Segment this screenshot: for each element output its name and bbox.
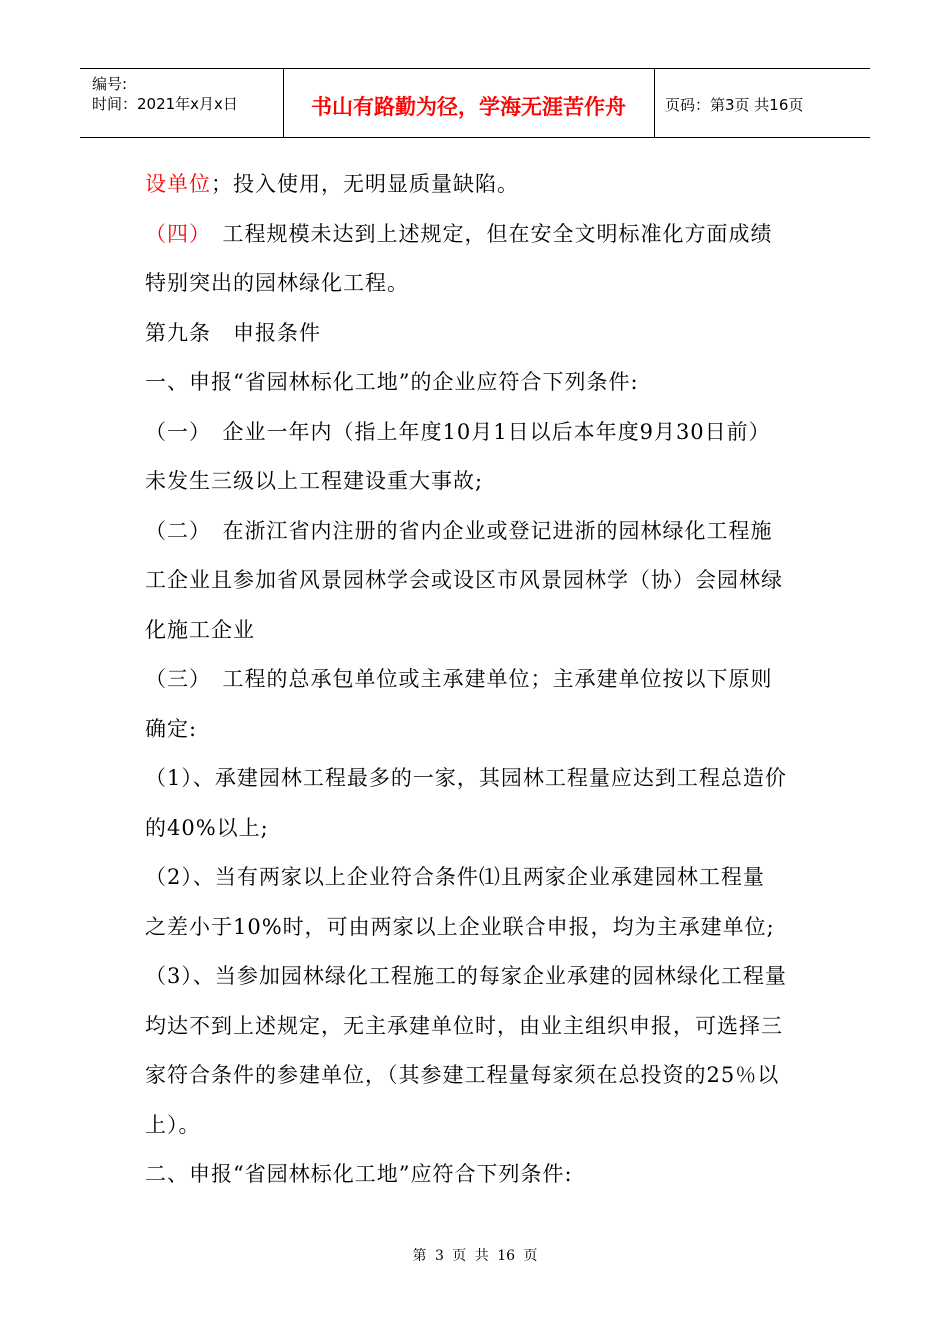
header-motto: 书山有路勤为径，学海无涯苦作舟 [311, 95, 626, 119]
document-date-label: 时间：2021年x月x日 [92, 95, 238, 113]
body-line: （二） 在浙江省内注册的省内企业或登记进浙的园林绿化工程施 [145, 518, 773, 543]
header-page-label: 页码：第3页 共16页 [665, 96, 804, 114]
header-page-cell [655, 69, 870, 137]
body-line: 工企业且参加省风景园林学会或设区市风景园林学（协）会园林绿 [145, 568, 783, 592]
body-line: （1）、承建园林工程最多的一家，其园林工程量应达到工程总造价 [145, 766, 787, 790]
page-header [80, 68, 870, 138]
body-line [145, 210, 815, 260]
page-footer: 第 3 页 共 16 页 [412, 1248, 538, 1264]
body-line: （一） 企业一年内（指上年度10月1日以后本年度9月30日前） [145, 419, 771, 444]
header-info-cell [80, 69, 284, 137]
body-line: 特别突出的园林绿化工程。 [145, 271, 409, 295]
body-text: ；投入使用，无明显质量缺陷。 [211, 172, 519, 196]
body-line [145, 160, 815, 210]
highlighted-text: 设单位 [145, 172, 211, 196]
body-line: 一、申报“省园林标化工地”的企业应符合下列条件: [145, 370, 639, 394]
body-line: （三） 工程的总承包单位或主承建单位；主承建单位按以下原则 [145, 667, 773, 691]
header-motto-cell [283, 69, 655, 137]
body-text: 工程规模未达到上述规定，但在安全文明标准化方面成绩 [200, 221, 773, 246]
body-line: 家符合条件的参建单位，（其参建工程量每家须在总投资的25％以 [145, 1063, 780, 1087]
body-line: 化施工企业 [145, 617, 255, 642]
highlighted-text: （四） [145, 221, 201, 246]
body-line: 二、申报“省园林标化工地”应符合下列条件: [145, 1162, 573, 1186]
article-heading: 第九条 申报条件 [145, 320, 321, 345]
body-line: 的40%以上; [145, 815, 269, 840]
body-line: 均达不到上述规定，无主承建单位时，由业主组织申报，可选择三 [145, 1013, 783, 1038]
body-line: （2）、当有两家以上企业符合条件⑴且两家企业承建园林工程量 [145, 865, 765, 889]
document-body [145, 160, 815, 1200]
document-number-label: 编号: [92, 75, 128, 93]
body-line: 确定: [145, 716, 198, 741]
body-line: 上）。 [145, 1112, 201, 1137]
body-line: 未发生三级以上工程建设重大事故; [145, 469, 484, 493]
body-line: 之差小于10%时，可由两家以上企业联合申报，均为主承建单位; [145, 914, 775, 939]
body-line: （3）、当参加园林绿化工程施工的每家企业承建的园林绿化工程量 [145, 964, 787, 988]
